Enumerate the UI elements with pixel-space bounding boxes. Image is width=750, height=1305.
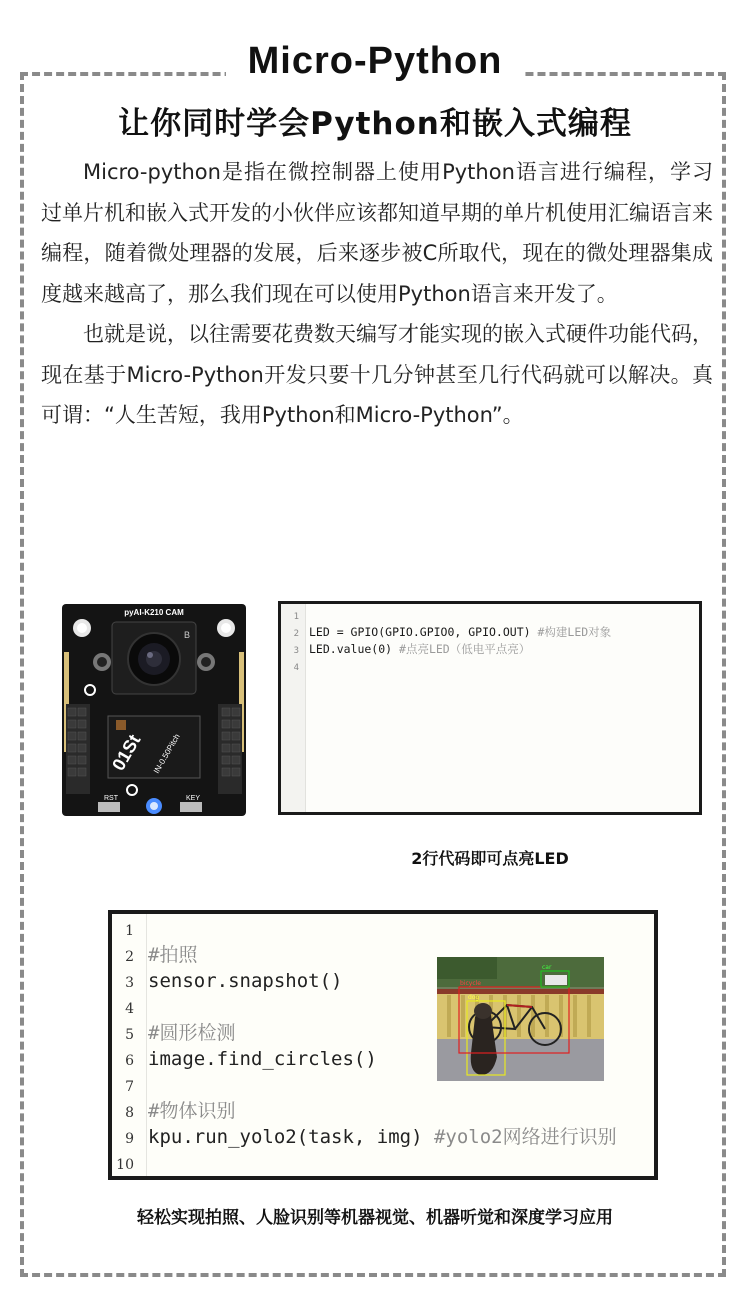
code-line: 10 <box>116 1157 134 1173</box>
code-line: 1 <box>293 612 299 622</box>
code-line: 2 LED = GPIO(GPIO.GPIO0, GPIO.OUT) #构建LED对象 <box>293 625 612 639</box>
k210-board-image <box>62 604 246 816</box>
page-subtitle: 让你同时学会Python和嵌入式编程 <box>118 106 632 142</box>
code-line: 4 <box>293 663 299 673</box>
page-title: Micro-Python <box>226 40 525 82</box>
code-line: 1 <box>125 923 134 939</box>
code-line: 5 #圆形检测 <box>125 1022 236 1044</box>
key-label: KEY <box>186 795 201 802</box>
code-line: 9 kpu.run_yolo2(task, img) #yolo2网络进行识别 <box>125 1126 617 1148</box>
led-caption: 2行代码即可点亮LED <box>411 849 569 868</box>
intro-text <box>41 152 713 436</box>
code-line: 7 <box>125 1079 134 1095</box>
title-line1-wrap <box>0 40 750 83</box>
board-model-label: pyAI-K210 CAM <box>124 608 184 617</box>
board-pitch-label: IN-0.50Pitch <box>151 732 182 775</box>
car-label: car <box>542 964 552 971</box>
bicycle-label: bicycle <box>460 980 481 987</box>
code-line: 4 <box>125 1001 134 1017</box>
board-b-label: B <box>184 630 191 640</box>
code-line: 2 #拍照 <box>125 944 198 966</box>
board-brand-label: 01St <box>108 731 145 774</box>
object-detection-photo <box>437 957 604 1081</box>
rst-label: RST <box>104 795 118 802</box>
paragraph-2: 也就是说，以往需要花费数天编写才能实现的嵌入式硬件功能代码，现在基于Micro-Python开发只要十几分钟甚至几行代码就可以解决。真可谓：“人生苦短，我用Python和Micro-Python”。 <box>41 322 713 427</box>
dog-label: dog <box>468 994 480 1001</box>
code-line: 3 sensor.snapshot() <box>125 970 343 992</box>
code-line: 6 image.find_circles() <box>125 1048 377 1070</box>
code-line: 8 #物体识别 <box>125 1100 236 1122</box>
vision-caption: 轻松实现拍照、人脸识别等机器视觉、机器听觉和深度学习应用 <box>137 1208 613 1228</box>
code-line: 3 LED.value(0) #点亮LED（低电平点亮） <box>293 642 531 656</box>
paragraph-1: Micro-python是指在微控制器上使用Python语言进行编程，学习过单片机和嵌入式开发的小伙伴应该都知道早期的单片机使用汇编语言来编程，随着微处理器的发展，后来逐步被C所取代，现在的微处理器集成度越来越高了，那么我们现在可以使用Python语言来开发了。 <box>41 160 713 306</box>
led-code-editor <box>278 601 702 815</box>
